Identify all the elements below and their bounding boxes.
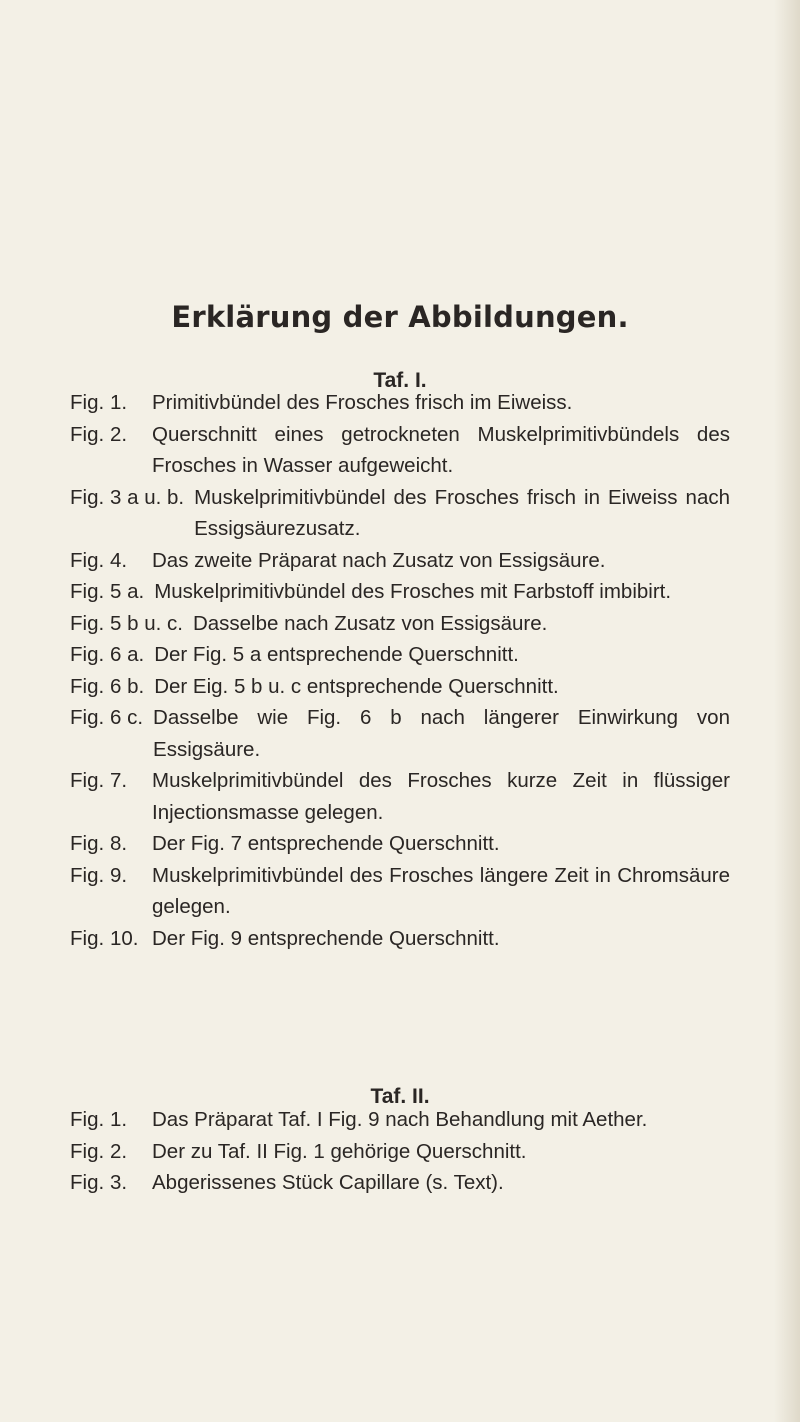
fig-number: 1. (110, 1108, 128, 1131)
figure-entry (70, 545, 730, 577)
fig-number: 3. (110, 1171, 128, 1194)
figure-entry (70, 923, 730, 955)
figure-entry (70, 576, 730, 608)
fig-label: Fig. (70, 769, 105, 792)
fig-label: Fig. (70, 611, 105, 635)
fig-description: Das Präparat Taf. I Fig. 9 nach Behandlung mit Aether. (152, 1108, 648, 1131)
fig-number: 6 a. (110, 643, 145, 666)
fig-description: Das zweite Präparat nach Zusatz von Essigsäure. (152, 548, 606, 572)
fig-description: Der Fig. 7 entsprechende Querschnitt. (152, 832, 500, 855)
fig-label: Fig. (70, 926, 105, 950)
page-heading: Erklärung der Abbildungen. (171, 300, 629, 334)
fig-description: Muskelprimitivbündel des Frosches längere Zeit in Chromsäure gelegen. (152, 863, 730, 918)
fig-label: Fig. (70, 1171, 105, 1194)
fig-description: Der Fig. 5 a entsprechende Querschnitt. (154, 643, 519, 666)
figure-entry (70, 608, 730, 640)
plate-title-taf-2: Taf. II. (370, 1085, 430, 1108)
fig-label: Fig. (70, 674, 105, 698)
fig-label: Fig. (70, 1139, 105, 1163)
figure-entry (70, 860, 730, 923)
fig-number: 9. (110, 863, 128, 887)
fig-number: 4. (110, 548, 128, 572)
figure-entry (70, 1136, 730, 1168)
fig-label: Fig. (70, 863, 105, 887)
figure-entry (70, 419, 730, 482)
fig-number: 3 a u. b. (110, 485, 185, 509)
figure-entry (70, 639, 730, 671)
fig-label: Fig. (70, 643, 105, 666)
figure-entry (70, 1167, 730, 1199)
fig-description: Muskelprimitivbündel des Frosches mit Farbstoff imbibirt. (154, 580, 672, 603)
fig-description: Dasselbe wie Fig. 6 b nach längerer Einwirkung von Essigsäure. (153, 706, 730, 761)
fig-description: Der Eig. 5 b u. c entsprechende Querschnitt. (154, 674, 559, 698)
fig-number: 2. (110, 1139, 128, 1163)
figure-entry (70, 828, 730, 860)
figure-entry (70, 702, 730, 765)
fig-description: Abgerissenes Stück Capillare (s. Text). (152, 1171, 504, 1194)
fig-description: Muskelprimitivbündel des Frosches frisch in Eiweiss nach Essigsäurezusatz. (194, 485, 730, 540)
fig-description: Querschnitt eines getrockneten Muskelprimitivbündels des Frosches in Wasser aufgeweicht. (152, 422, 730, 477)
figure-entry (70, 765, 730, 828)
fig-label: Fig. (70, 580, 105, 603)
figure-entry (70, 671, 730, 703)
fig-number: 5 a. (110, 580, 145, 603)
figure-entry (70, 387, 730, 419)
fig-number: 2. (110, 422, 128, 446)
fig-label: Fig. (70, 422, 105, 446)
fig-label: Fig. (70, 548, 105, 572)
page-edge-shadow (774, 0, 800, 1422)
fig-number: 5 b u. c. (110, 611, 183, 635)
plate-2-entries (70, 1104, 730, 1199)
fig-label: Fig. (70, 706, 105, 729)
fig-description: Primitivbündel des Frosches frisch im Eiweiss. (152, 391, 573, 414)
fig-number: 7. (110, 769, 128, 792)
figure-entry (70, 482, 730, 545)
plate-title-taf-1: Taf. I. (373, 369, 427, 392)
fig-number: 6 c. (110, 706, 144, 729)
fig-number: 10. (110, 926, 139, 950)
fig-label: Fig. (70, 1108, 105, 1131)
fig-label: Fig. (70, 391, 105, 414)
fig-description: Muskelprimitivbündel des Frosches kurze Zeit in flüssiger Injectionsmasse gelegen. (152, 769, 730, 824)
fig-description: Dasselbe nach Zusatz von Essigsäure. (192, 611, 548, 635)
figure-entry (70, 1104, 730, 1136)
fig-number: 8. (110, 832, 128, 855)
fig-number: 6 b. (110, 674, 145, 698)
fig-label: Fig. (70, 485, 105, 509)
fig-number: 1. (110, 391, 128, 414)
fig-description: Der zu Taf. II Fig. 1 gehörige Querschnitt. (152, 1139, 527, 1163)
plate-1-entries (70, 387, 730, 954)
fig-description: Der Fig. 9 entsprechende Querschnitt. (152, 926, 500, 950)
fig-label: Fig. (70, 832, 105, 855)
